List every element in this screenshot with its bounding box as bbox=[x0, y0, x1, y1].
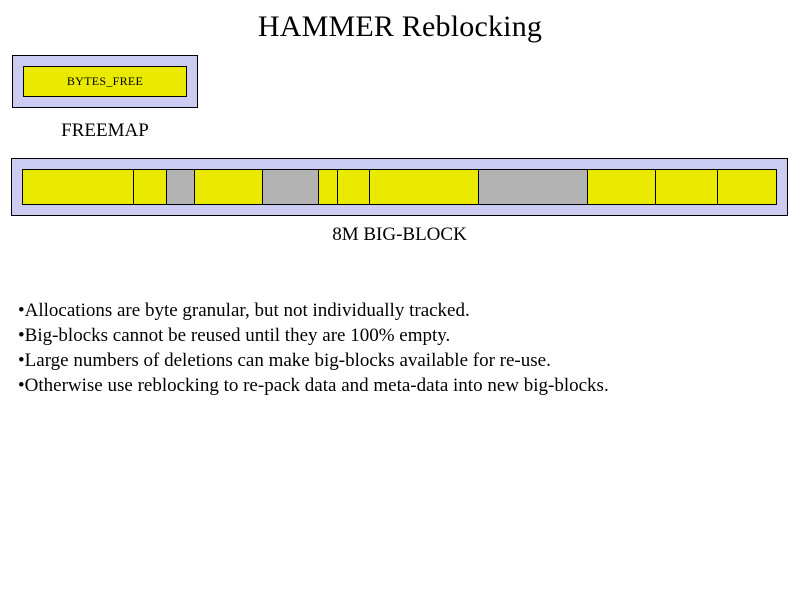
bullet-item bbox=[18, 348, 778, 373]
bigblock-segment-used bbox=[319, 170, 338, 204]
bigblock-segment-free bbox=[263, 170, 319, 204]
bullet-text: Big-blocks cannot be reused until they are 100% empty. bbox=[24, 325, 451, 346]
bigblock-container bbox=[11, 158, 788, 216]
bullet-item bbox=[18, 298, 778, 323]
bullet-text: Otherwise use reblocking to re-pack data and meta-data into new big-blocks. bbox=[24, 375, 609, 396]
freemap-caption: FREEMAP bbox=[61, 120, 149, 141]
bigblock-caption: 8M BIG-BLOCK bbox=[332, 224, 467, 245]
bullet-item bbox=[18, 323, 778, 348]
bigblock-segment-used bbox=[588, 170, 656, 204]
page-title: HAMMER Reblocking bbox=[257, 10, 543, 43]
bigblock-segment-used bbox=[134, 170, 166, 204]
bigblock-segment-used bbox=[338, 170, 370, 204]
bigblock-segment-used bbox=[23, 170, 134, 204]
bigblock-segment-used bbox=[718, 170, 776, 204]
bigblock-segment-free bbox=[479, 170, 588, 204]
freemap-bytes-free-label: BYTES_FREE bbox=[66, 74, 144, 88]
bullet-marker: • bbox=[18, 375, 25, 396]
bullet-marker: • bbox=[18, 350, 25, 371]
bullet-text: Large numbers of deletions can make big-blocks available for re-use. bbox=[24, 350, 551, 371]
bigblock-segment-free bbox=[167, 170, 196, 204]
bigblock-segment-used bbox=[656, 170, 718, 204]
freemap-block bbox=[12, 55, 198, 108]
bullet-item bbox=[18, 373, 778, 398]
bigblock-segment-used bbox=[195, 170, 263, 204]
bullet-marker: • bbox=[18, 300, 25, 321]
freemap-bytes-free-bar bbox=[23, 66, 187, 97]
bullet-marker: • bbox=[18, 325, 25, 346]
bigblock-segment-track bbox=[22, 169, 777, 205]
bigblock-segment-used bbox=[370, 170, 479, 204]
bullet-text: Allocations are byte granular, but not individually tracked. bbox=[24, 300, 470, 321]
bullet-list bbox=[18, 298, 778, 398]
